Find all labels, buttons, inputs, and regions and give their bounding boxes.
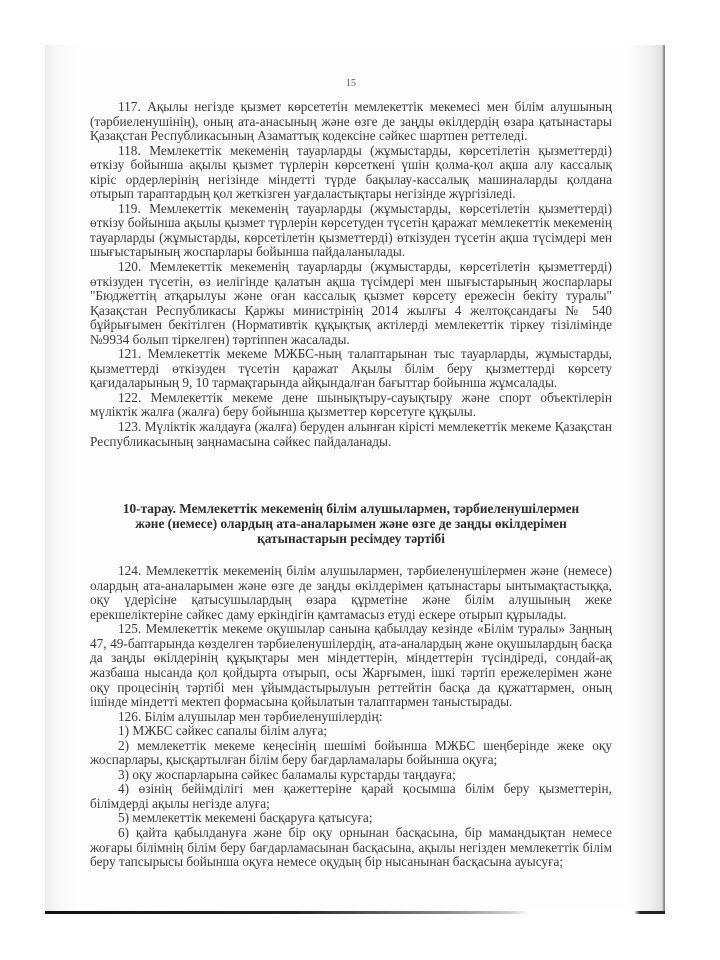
- paragraph-121: 121. Мемлекеттік мекеме МЖБС-ның талаптарынан тыс тауарларды, жұмыстарды, қызметтерді өткізуден түсетін қаражат Ақылы білім беру қызметтерді көрсету қағидаларының 9, 10 тармақтарында айқындалған бағыттар бойынша жұмсалады.: [90, 346, 612, 391]
- page-number: 15: [346, 78, 356, 89]
- document-body: [90, 78, 612, 870]
- paragraph-122: 122. Мемлекеттік мекеме дене шынықтыру-сауықтыру және спорт объектілерін мүліктік жалға (жалға) беру бойынша қызметтер көрсетуге құқылы.: [90, 389, 612, 420]
- paragraph-120: 120. Мемлекеттік мекеменің тауарларды (жұмыстарды, көрсетілетін қызметтерді) өткізуден түсетін, өз иелігінде қалатын ақша түсімдері мен шығыстарының жоспарлары "Бюджеттің атқарылуы және оған кассалық қызмет көрсету ережесін бекіту туралы" Қазақстан Республикасы Қаржы министрінің 2014 жылғы 4 желтоқсандағы № 540 бұйрығымен бекітілген (Нормативтік құқықтық актілерді мемлекеттік тіркеу тізілімінде №9934 болып тіркелген) тәртіппен жасалады.: [90, 259, 612, 347]
- paragraph-125: 125. Мемлекеттік мекеме оқушылар санына қабылдау кезінде «Білім туралы» Заңның 47, 49-баптарында көзделген тәрбиеленушілердің, ата-аналардың және оқушылардың басқа да заңды өкілдерінің құқықтары мен міндеттерін, міндеттерін түсіндіреді, сондай-ақ жазбаша нысанда қол қойдырта отырып, осы Жарғымен, ішкі тәртіп ережелерімен және оқу процесінің тәртібі мен ұйымдастырылуын реттейтін басқа да құжаттармен, оның ішінде міндетті мектеп формасына қойылатын талаптармен таныстырады.: [90, 621, 612, 710]
- list-item-4: 4) өзінің бейімділігі мен қажеттеріне қарай қосымша білім беру қызметтерін, білімдерді ақылы негізде алуға;: [90, 781, 612, 811]
- paragraph-119: 119. Мемлекеттік мекеменің тауарларды (жұмыстарды, көрсетілетін қызметтерді) өткізу бойынша ақылы қызмет түрлерін көрсетуден түсетін қаражат мемлекеттік мекеменің тауарларды (жұмыстарды, көрсетілетін қызметтерді) өткізуден түсетін ақша түсімдері мен шығыстарының жоспарлары бойынша пайдаланылады.: [90, 200, 612, 260]
- paragraph-124: 124. Мемлекеттік мекеменің білім алушылармен, тәрбиеленушілермен және (немесе) олардың ата-аналарымен және өзге де заңды өкілдерімен қатынастары ынтымақтастыққа, оқу үдерісіне қатысушылардың өзара құрметіне және білім алушының жеке ерекшеліктеріне сәйкес даму еркіндігін қамтамасыз етуді ескере отырып құрылады.: [90, 563, 612, 622]
- list-item-2: 2) мемлекеттік мекеме кеңесінің шешімі бойынша МЖБС шеңберінде жеке оқу жоспарлары, қысқартылған білім беру бағдарламалары бойынша оқуға;: [90, 737, 612, 768]
- paragraph-123: 123. Мүліктік жалдауға (жалға) беруден алынған кірісті мемлекеттік мекеме Қазақстан Республикасының заңнамасына сәйкес пайдаланады.: [90, 419, 612, 449]
- page-bottom-edge: [45, 911, 665, 914]
- paragraph-118: 118. Мемлекеттік мекеменің тауарларды (жұмыстарды, көрсетілетін қызметтерді) өткізу бойынша ақылы қызмет түрлерін көрсеткені үшін қолма-қол ақша алу кассалық кіріс ордерлерінің негізінде міндетті түрде бақылау-кассалық машиналарды қолдана отырып тараптардың қол жеткізген уағдаластықтары негізінде жүргізіледі.: [90, 142, 612, 202]
- paragraph-117: 117. Ақылы негізде қызмет көрсететін мемлекеттік мекемесі мен білім алушының (тәрбиеленушінің), оның ата-анасының және өзге де заңды өкілдердің өзара қатынастары Қазақстан Республикасының Азаматтық кодексіне сәйкес шартпен реттеледі.: [90, 99, 612, 144]
- list-item-6: 6) қайта қабылдануға және бір оқу орнынан басқасына, бір мамандықтан немесе жоғары білімнің білім беру бағдарламасынан басқасына, ақылы негізден мемлекеттік білім беру тапсырысы бойынша оқуға немесе оқудың бір нысанынан басқасына ауысуға;: [90, 824, 612, 870]
- list-item-5: 5) мемлекеттік мекемені басқаруға қатысуға;: [118, 810, 373, 826]
- list-item-3: 3) оқу жоспарларына сәйкес баламалы курстарды таңдауға;: [118, 766, 456, 782]
- list-item-1: 1) МЖБС сәйкес сапалы білім алуға;: [118, 723, 328, 739]
- paragraph-126: 126. Білім алушылар мен тәрбиеленушілердің:: [118, 708, 383, 724]
- chapter-heading: 10-тарау. Мемлекеттік мекеменің білім алушылармен, тәрбиеленушілермен және (немесе) олардың ата-аналарымен және өзге де заңды өкілдерімен қатынастарын ресімдеу тәртібі: [122, 501, 580, 547]
